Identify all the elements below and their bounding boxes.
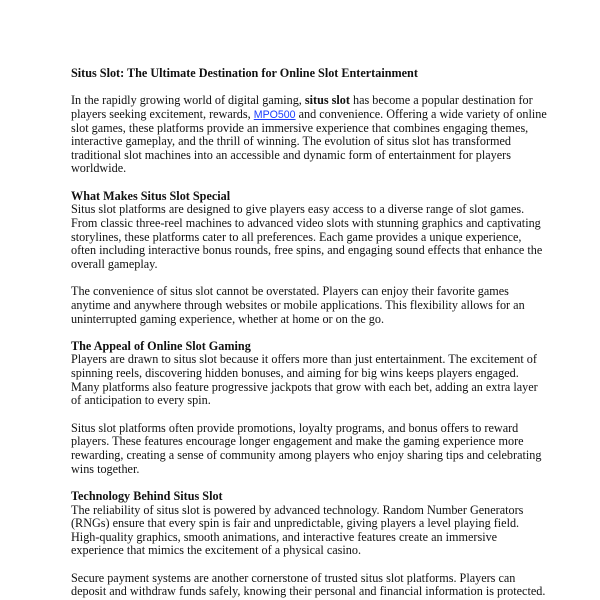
paragraph-line: (RNGs) ensure that every spin is fair and unpredictable, giving players a level playing field. [71, 516, 520, 531]
text-run: players seeking excitement, rewards, [71, 106, 254, 121]
paragraph-line: overall gameplay. [71, 256, 158, 271]
paragraph-line: The convenience of situs slot cannot be overstated. Players can enjoy their favorite games [71, 284, 509, 299]
document-title: Situs Slot: The Ultimate Destination for Online Slot Entertainment [71, 66, 418, 80]
paragraph-line: worldwide. [71, 161, 127, 176]
paragraph-line: Secure payment systems are another cornerstone of trusted situs slot platforms. Players can [71, 570, 516, 585]
paragraph-line: Players are drawn to situs slot because it offers more than just entertainment. The excitement of [71, 352, 537, 367]
paragraph-line: storylines, these platforms cater to all preferences. Each game provides a unique experience, [71, 229, 522, 244]
keyword-situs-slot: situs slot [304, 93, 350, 108]
paragraph-line: often including interactive bonus rounds, free spins, and engaging sound effects that enhance the [71, 243, 543, 258]
spacer [71, 176, 541, 190]
paragraph-line: deposit and withdraw funds safely, knowing their personal and financial information is protected. [71, 584, 546, 599]
intro-paragraph [71, 93, 547, 176]
paragraph-line: Situs slot platforms are designed to give players easy access to a diverse range of slot games. [71, 202, 525, 217]
paragraph-line: spinning reels, discovering hidden bonuses, and aiming for big wins keeps players engaged. [71, 366, 519, 381]
paragraph-line: experience that mimics the excitement of a physical casino. [71, 543, 362, 558]
paragraph-line: of anticipation to every spin. [71, 393, 211, 408]
text-run: and convenience. Offering a wide variety of online [295, 106, 547, 121]
spacer [71, 476, 541, 490]
spacer [71, 408, 541, 422]
section-paragraph [71, 422, 541, 477]
section-heading: What Makes Situs Slot Special [71, 188, 231, 203]
spacer [71, 272, 541, 286]
spacer [71, 326, 541, 340]
text-run: has become a popular destination for [349, 93, 533, 108]
paragraph-line: players. These features encourage longer engagement and make the gaming experience more [71, 434, 524, 449]
paragraph-line: slot games, these platforms provide an immersive experience that combines engaging themes, [71, 120, 529, 135]
paragraph-line: traditional slot machines into an accessible and dynamic form of entertainment for players [71, 147, 511, 162]
section-heading: The Appeal of Online Slot Gaming [71, 338, 251, 353]
paragraph-line: Situs slot platforms often provide promotions, loyalty programs, and bonus offers to reward [71, 420, 519, 435]
mpo500-link[interactable]: MPO500 [253, 108, 296, 121]
paragraph-line: The reliability of situs slot is powered by advanced technology. Random Number Generators [71, 502, 524, 517]
spacer [71, 558, 541, 572]
paragraph-line: interactive gameplay, and the thrill of winning. The evolution of situs slot has transformed [71, 134, 512, 149]
text-run: In the rapidly growing world of digital gaming, [71, 93, 305, 108]
paragraph-line: From classic three-reel machines to advanced video slots with stunning graphics and captivating [71, 216, 541, 231]
paragraph-line: uninterrupted gaming experience, whether at home or on the go. [71, 311, 385, 326]
section-paragraph [71, 285, 541, 326]
document-page [71, 66, 547, 599]
section-paragraph [71, 353, 541, 408]
paragraph-line: High-quality graphics, smooth animations, and interactive features create an immersive [71, 529, 498, 544]
paragraph-line: Many platforms also feature progressive jackpots that grow with each bet, adding an extra layer [71, 379, 538, 394]
section-paragraph [71, 570, 546, 599]
spacer [71, 81, 541, 95]
section-paragraph [71, 203, 541, 271]
paragraph-line [71, 94, 541, 108]
paragraph-line [71, 106, 547, 122]
paragraph-line: rewarding, creating a sense of community among players who enjoy sharing tips and celebrating [71, 447, 542, 462]
paragraph-line: anytime and anywhere through websites or mobile applications. This flexibility allows for an [71, 297, 525, 312]
section-heading: Technology Behind Situs Slot [71, 488, 223, 503]
paragraph-line: wins together. [71, 461, 140, 476]
section-paragraph [71, 504, 541, 559]
